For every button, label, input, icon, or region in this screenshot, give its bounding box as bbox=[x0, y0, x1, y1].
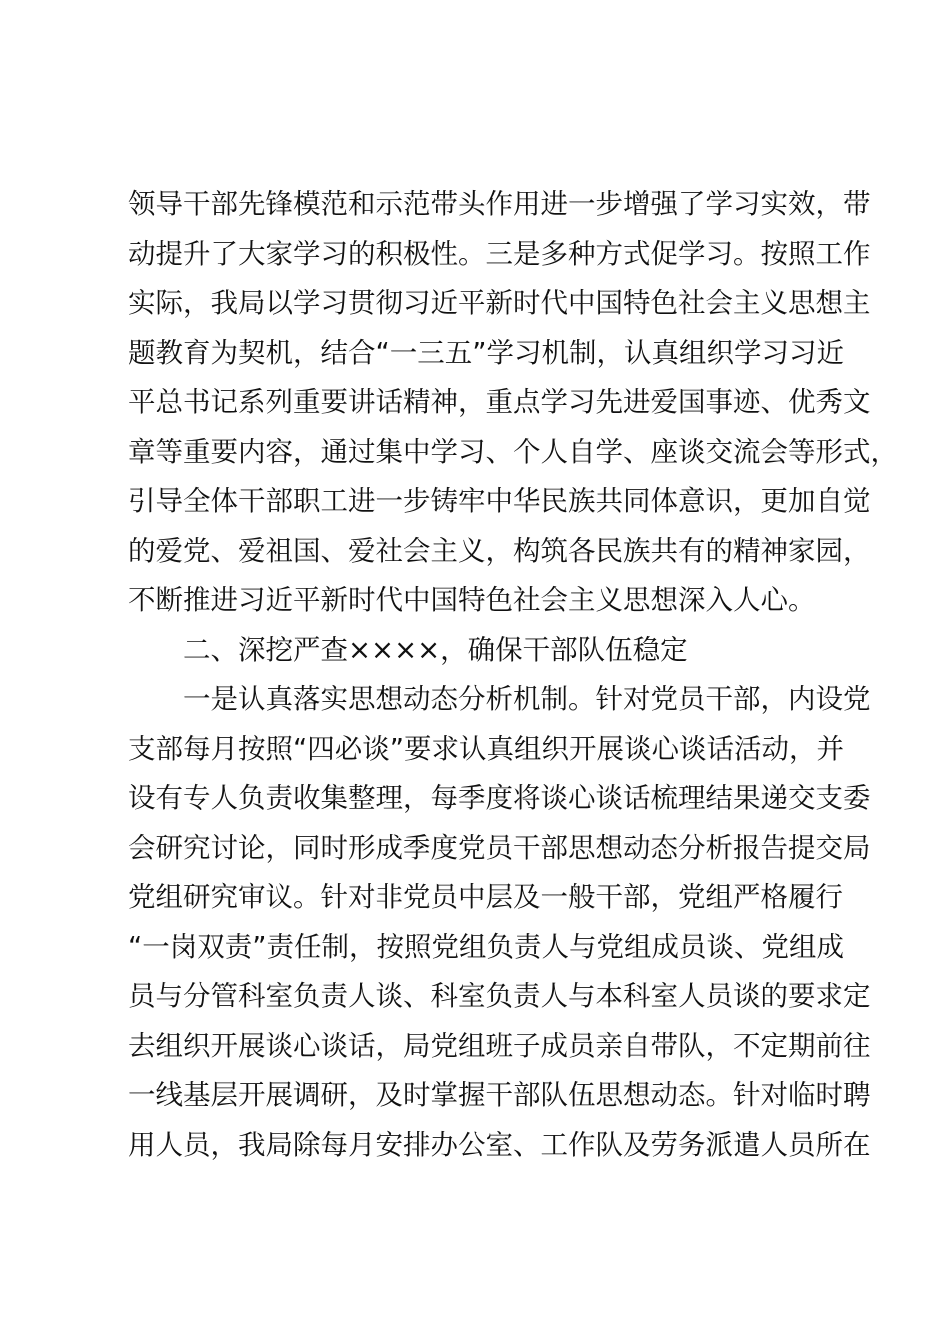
text-line: 动提升了大家学习的积极性。三是多种方式促学习。按照工作 bbox=[128, 237, 871, 270]
text-line: 会研究讨论，同时形成季度党员干部思想动态分析报告提交局 bbox=[128, 831, 871, 864]
text-line: 去组织开展谈心谈话，局党组班子成员亲自带队，不定期前往 bbox=[128, 1029, 871, 1062]
text-line: 的爱党、爱祖国、爱社会主义，构筑各民族共有的精神家园， bbox=[128, 534, 871, 567]
text-line: 二、深挖严查××××，确保干部队伍稳定 bbox=[183, 633, 688, 666]
text-line: 用人员，我局除每月安排办公室、工作队及劳务派遣人员所在 bbox=[128, 1128, 871, 1161]
text-line: 一线基层开展调研，及时掌握干部队伍思想动态。针对临时聘 bbox=[128, 1079, 871, 1111]
text-line: 一是认真落实思想动态分析机制。针对党员干部，内设党 bbox=[183, 683, 871, 715]
text-line: 题教育为契机，结合“一三五”学习机制，认真组织学习习近 bbox=[128, 336, 844, 369]
text-line: 设有专人负责收集整理，每季度将谈心谈话梳理结果递交支委 bbox=[128, 782, 871, 814]
document-body bbox=[128, 180, 898, 1170]
text-line: 员与分管科室负责人谈、科室负责人与本科室人员谈的要求定 bbox=[128, 980, 871, 1012]
text-line: 章等重要内容，通过集中学习、个人自学、座谈交流会等形式， bbox=[128, 435, 898, 468]
text-line: 平总书记系列重要讲话精神，重点学习先进爱国事迹、优秀文 bbox=[128, 386, 871, 418]
text-line: “一岗双责”责任制，按照党组负责人与党组成员谈、党组成 bbox=[128, 930, 844, 963]
text-line: 不断推进习近平新时代中国特色社会主义思想深入人心。 bbox=[128, 584, 816, 616]
text-line: 引导全体干部职工进一步铸牢中华民族共同体意识，更加自觉 bbox=[128, 485, 871, 517]
text-line: 支部每月按照“四必谈”要求认真组织开展谈心谈话活动，并 bbox=[128, 732, 844, 765]
text-line: 实际，我局以学习贯彻习近平新时代中国特色社会主义思想主 bbox=[128, 287, 871, 319]
text-line: 党组研究审议。针对非党员中层及一般干部，党组严格履行 bbox=[128, 881, 843, 913]
text-line: 领导干部先锋模范和示范带头作用进一步增强了学习实效，带 bbox=[128, 188, 871, 220]
